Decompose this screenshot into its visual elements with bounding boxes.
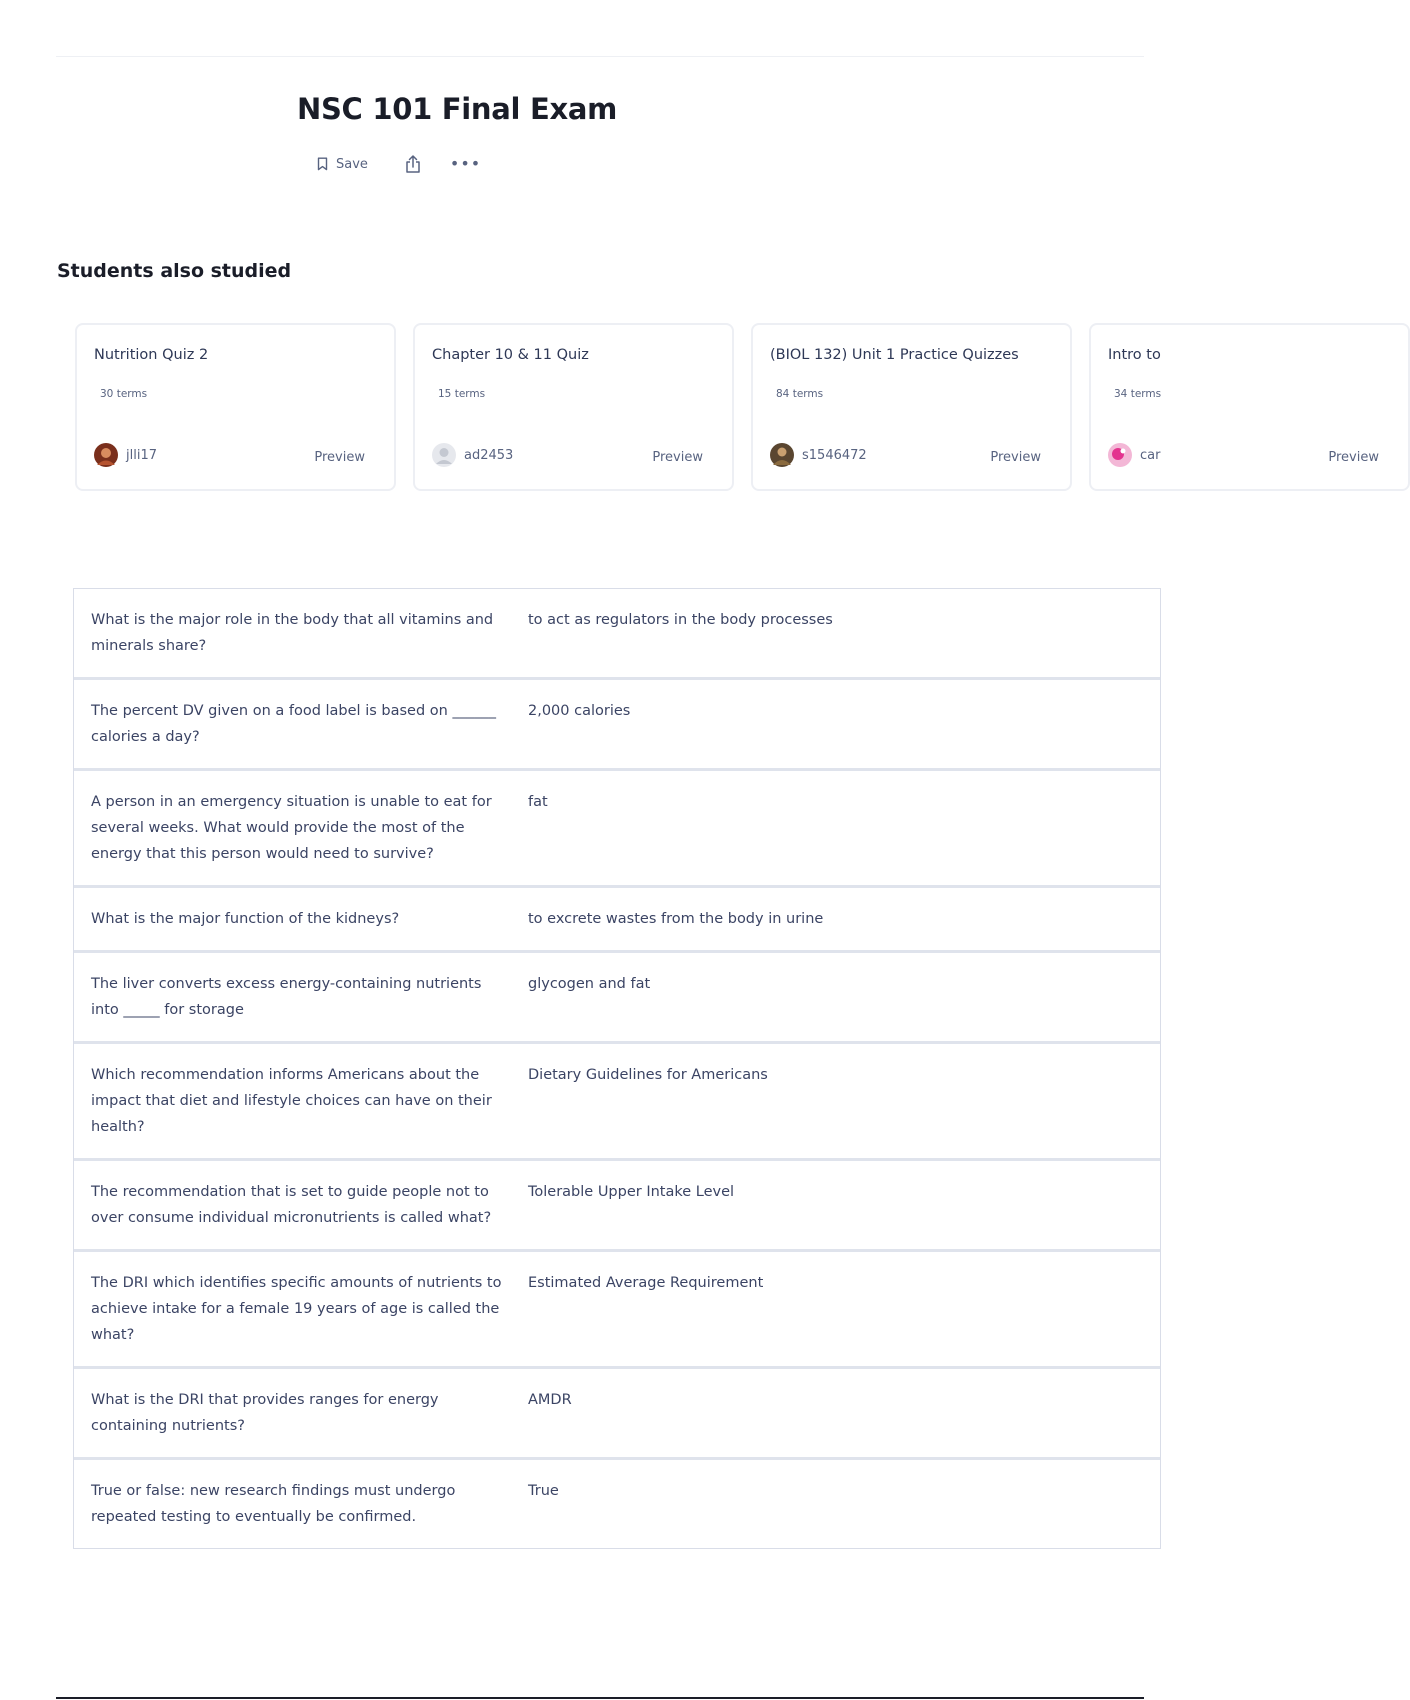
- term-answer: to act as regulators in the body processes: [528, 612, 833, 628]
- term-row[interactable]: [74, 1457, 1160, 1548]
- study-set-card[interactable]: [751, 323, 1072, 491]
- preview-button[interactable]: Preview: [1328, 450, 1379, 465]
- terms-list: [73, 588, 1161, 1549]
- term-answer: Tolerable Upper Intake Level: [528, 1184, 735, 1200]
- term-question: True or false: new research findings must undergo repeated testing to eventually be confirmed.: [91, 1483, 456, 1525]
- card-title: Nutrition Quiz 2: [94, 347, 209, 363]
- set-header: [297, 92, 617, 174]
- preview-button[interactable]: Preview: [990, 450, 1041, 465]
- avatar: [770, 443, 794, 467]
- card-username: ad2453: [464, 447, 514, 463]
- bookmark-icon: [317, 157, 328, 171]
- preview-button[interactable]: Preview: [314, 450, 365, 465]
- card-title: Chapter 10 & 11 Quiz: [432, 347, 589, 363]
- card-username: car: [1140, 447, 1161, 463]
- save-button[interactable]: [317, 157, 368, 172]
- term-question: The recommendation that is set to guide people not to over consume individual micronutrients is called what?: [91, 1184, 492, 1226]
- save-label: Save: [336, 156, 368, 172]
- set-actions: [317, 154, 617, 174]
- term-question: Which recommendation informs Americans about the impact that diet and lifestyle choices can have on their health?: [91, 1067, 492, 1135]
- share-button[interactable]: [404, 154, 422, 174]
- term-question: The liver converts excess energy-containing nutrients into _____ for storage: [91, 976, 482, 1018]
- top-divider: [56, 56, 1144, 57]
- card-term-count: 34 terms: [1114, 388, 1162, 400]
- card-author[interactable]: [432, 443, 513, 467]
- term-row[interactable]: [74, 885, 1160, 950]
- term-row[interactable]: [74, 589, 1160, 677]
- study-set-card[interactable]: [413, 323, 734, 491]
- students-also-studied-heading: Students also studied: [57, 260, 292, 282]
- study-set-carousel[interactable]: [75, 323, 1379, 493]
- term-row[interactable]: [74, 1041, 1160, 1158]
- term-answer: AMDR: [528, 1392, 572, 1408]
- card-term-count: 30 terms: [100, 388, 148, 400]
- term-answer: glycogen and fat: [528, 976, 651, 992]
- page-title: NSC 101 Final Exam: [297, 92, 618, 126]
- card-username: jlli17: [126, 447, 157, 463]
- term-answer: fat: [528, 794, 548, 810]
- avatar: [94, 443, 118, 467]
- term-answer: to excrete wastes from the body in urine: [528, 911, 824, 927]
- term-row[interactable]: [74, 768, 1160, 885]
- term-answer: 2,000 calories: [528, 703, 631, 719]
- term-question: A person in an emergency situation is unable to eat for several weeks. What would provide the most of the energy that this person would need to survive?: [91, 794, 492, 862]
- more-options-button[interactable]: [450, 156, 481, 172]
- card-author[interactable]: [94, 443, 157, 467]
- term-row[interactable]: [74, 1366, 1160, 1457]
- term-answer: Dietary Guidelines for Americans: [528, 1067, 768, 1083]
- share-icon: [404, 154, 422, 174]
- more-horizontal-icon: •••: [449, 154, 482, 173]
- study-set-card[interactable]: [1089, 323, 1410, 491]
- study-set-card[interactable]: [75, 323, 396, 491]
- term-question: What is the major function of the kidneys?: [91, 911, 400, 927]
- bottom-divider: [56, 1697, 1144, 1699]
- avatar: [1108, 443, 1132, 467]
- term-question: The DRI which identifies specific amounts of nutrients to achieve intake for a female 19 years of age is called the what?: [91, 1275, 502, 1343]
- card-term-count: 84 terms: [776, 388, 824, 400]
- avatar: [432, 443, 456, 467]
- term-row[interactable]: [74, 1249, 1160, 1366]
- card-title: Intro to: [1108, 347, 1161, 363]
- card-author[interactable]: [1108, 443, 1160, 467]
- card-title: (BIOL 132) Unit 1 Practice Quizzes: [770, 347, 1019, 363]
- preview-button[interactable]: Preview: [652, 450, 703, 465]
- term-answer: True: [528, 1483, 559, 1499]
- term-row[interactable]: [74, 1158, 1160, 1249]
- card-author[interactable]: [770, 443, 867, 467]
- term-row[interactable]: [74, 677, 1160, 768]
- term-question: The percent DV given on a food label is based on ______ calories a day?: [91, 703, 496, 745]
- term-question: What is the major role in the body that all vitamins and minerals share?: [91, 612, 494, 654]
- card-term-count: 15 terms: [438, 388, 486, 400]
- term-answer: Estimated Average Requirement: [528, 1275, 764, 1291]
- term-question: What is the DRI that provides ranges for energy containing nutrients?: [91, 1392, 439, 1434]
- term-row[interactable]: [74, 950, 1160, 1041]
- card-username: s1546472: [802, 447, 867, 463]
